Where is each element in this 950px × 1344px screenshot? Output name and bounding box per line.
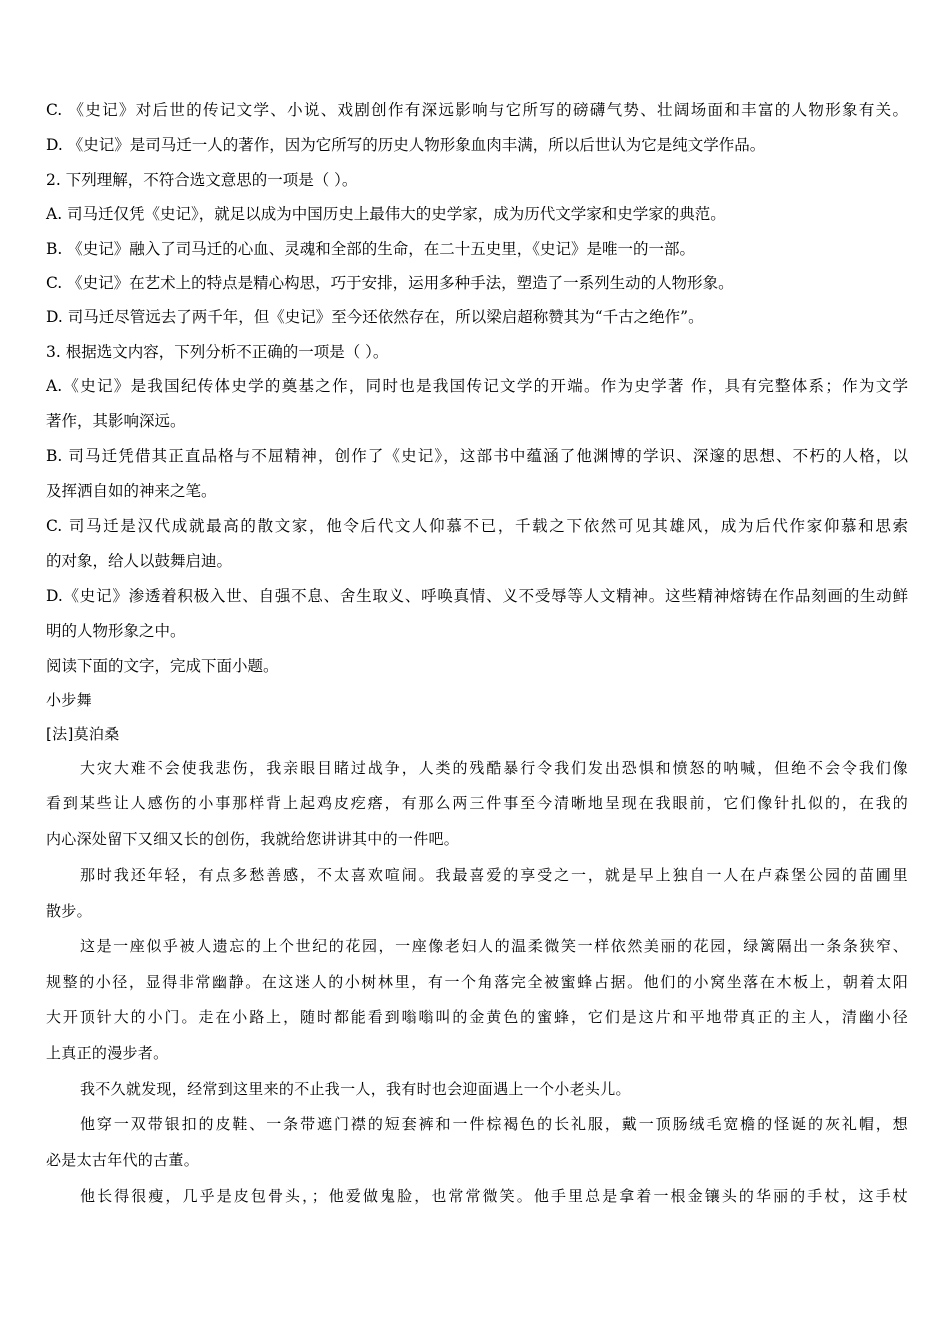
paragraph-3-line1: 这是一座似乎被人遗忘的上个世纪的花园，一座像老妇人的温柔微笑一样依然美丽的花园，绿篱隔出一条条狭窄、 — [80, 937, 908, 955]
option-3b-line2: 及挥洒自如的神来之笔。 — [46, 482, 217, 500]
option-2d: D. 司马迁尽管远去了两千年，但《史记》至今还依然存在，所以梁启超称赞其为“千古之绝作”。 — [46, 308, 704, 326]
paragraph-3-line2: 规整的小径，显得非常幽静。在这迷人的小树林里，有一个角落完全被蜜蜂占据。他们的小窝坐落在木板上，朝着太阳 — [46, 973, 908, 991]
paragraph-3-line3: 大开顶针大的小门。走在小路上，随时都能看到嗡嗡叫的金黄色的蜜蜂，它们是这片和平地带真正的主人，清幽小径 — [46, 1008, 908, 1026]
option-3d-line1: D.《史记》渗透着积极入世、自强不息、舍生取义、呼唤真情、义不受辱等人文精神。这些精神熔铸在作品刻画的生动鲜 — [46, 587, 908, 605]
story-author: [法]莫泊桑 — [46, 725, 120, 743]
paragraph-1-line3: 内心深处留下又细又长的创伤，我就给您讲讲其中的一件吧。 — [46, 830, 460, 848]
option-3c-line1: C. 司马迁是汉代成就最高的散文家，他令后代文人仰慕不已，千载之下依然可见其雄风，成为后代作家仰慕和思索 — [46, 517, 908, 535]
question-3: 3. 根据选文内容，下列分析不正确的一项是（ ）。 — [46, 343, 389, 361]
option-3d-line2: 明的人物形象之中。 — [46, 622, 186, 640]
paragraph-2-line1: 那时我还年轻，有点多愁善感，不太喜欢喧闹。我最喜爱的享受之一，就是早上独自一人在卢森堡公园的苗圃里 — [80, 866, 908, 884]
option-3a-line1: A.《史记》是我国纪传体史学的奠基之作，同时也是我国传记文学的开端。作为史学著 作，具有完整体系；作为文学 — [46, 377, 908, 395]
paragraph-3-line4: 上真正的漫步者。 — [46, 1044, 169, 1062]
paragraph-6-line1: 他长得很瘦，几乎是皮包骨头，；他爱做鬼脸，也常常微笑。他手里总是拿着一根金镶头的华丽的手杖，这手杖 — [80, 1187, 908, 1205]
paragraph-5-line2: 必是太古年代的古董。 — [46, 1151, 200, 1169]
reading-instruction: 阅读下面的文字，完成下面小题。 — [46, 657, 279, 675]
paragraph-4: 我不久就发现，经常到这里来的不止我一人，我有时也会迎面遇上一个小老头儿。 — [80, 1080, 631, 1098]
question-2: 2. 下列理解，不符合选文意思的一项是（ ）。 — [46, 171, 358, 189]
option-2b: B. 《史记》融入了司马迁的心血、灵魂和全部的生命，在二十五史里，《史记》是唯一的一部。 — [46, 240, 695, 258]
option-3c-line2: 的对象，给人以鼓舞启迪。 — [46, 552, 233, 570]
option-1d: D. 《史记》是司马迁一人的著作，因为它所写的历史人物形象血肉丰满，所以后世认为它是纯文学作品。 — [46, 136, 766, 154]
paragraph-1-line1: 大灾大难不会使我悲伤，我亲眼目睹过战争，人类的残酷暴行令我们发出恐惧和愤怒的呐喊，但绝不会令我们像 — [80, 759, 908, 777]
option-2c: C. 《史记》在艺术上的特点是精心构思，巧于安排，运用多种手法，塑造了一系列生动的人物形象。 — [46, 274, 734, 292]
option-1c: C. 《史记》对后世的传记文学、小说、戏剧创作有深远影响与它所写的磅礴气势、壮阔场面和丰富的人物形象有关。 — [46, 101, 908, 119]
option-3b-line1: B. 司马迁凭借其正直品格与不屈精神，创作了《史记》，这部书中蕴涵了他渊博的学识、深邃的思想、不朽的人格，以 — [46, 447, 908, 465]
paragraph-5-line1: 他穿一双带银扣的皮鞋、一条带遮门襟的短套裤和一件棕褐色的长礼服，戴一顶肠绒毛宽檐的怪诞的灰礼帽，想 — [80, 1115, 908, 1133]
story-title: 小步舞 — [46, 691, 92, 709]
paragraph-1-line2: 看到某些让人感伤的小事那样背上起鸡皮疙瘩，有那么两三件事至今清晰地呈现在我眼前，它们像针扎似的，在我的 — [46, 794, 908, 812]
paragraph-2-line2: 散步。 — [46, 902, 92, 920]
option-2a: A. 司马迁仅凭《史记》，就足以成为中国历史上最伟大的史学家，成为历代文学家和史学家的典范。 — [46, 205, 726, 223]
option-3a-line2: 著作，其影响深远。 — [46, 412, 186, 430]
